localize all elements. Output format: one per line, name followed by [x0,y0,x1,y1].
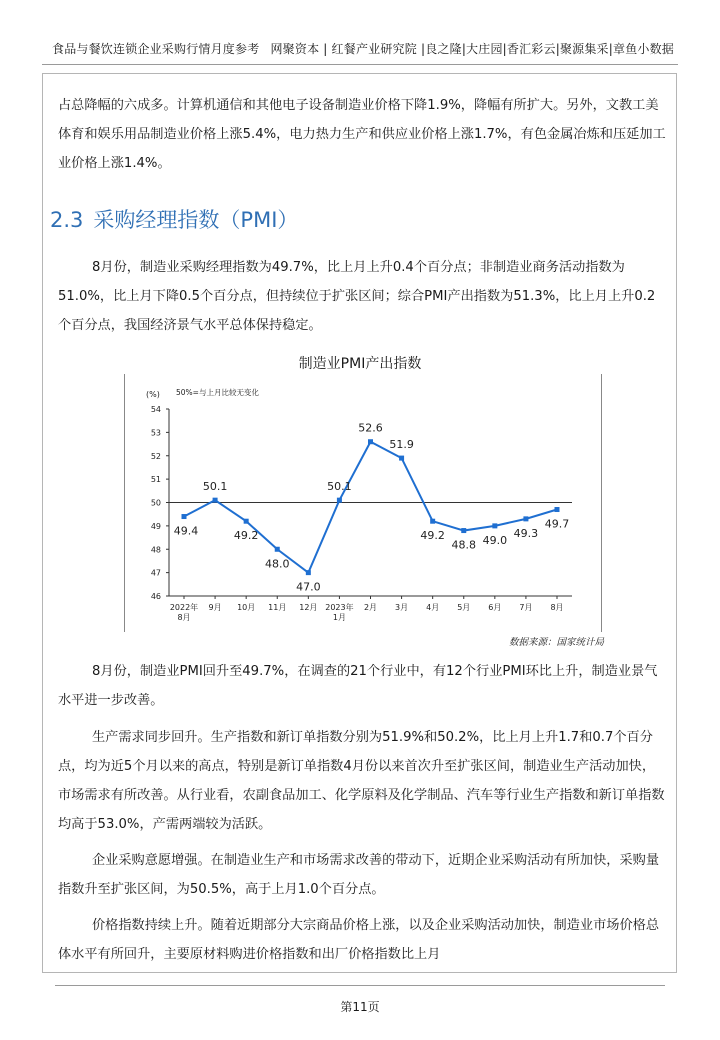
y-tick-label: 49 [150,521,161,531]
chart-unit-label: (%) [146,390,160,399]
data-label: 51.9 [389,438,414,452]
y-tick-label: 51 [150,475,161,485]
data-point [523,516,528,521]
y-tick-label: 52 [150,451,161,461]
data-point [337,498,342,503]
x-tick-label: 8月 [550,603,564,612]
data-label: 50.1 [327,480,352,494]
y-tick-label: 47 [150,568,161,578]
x-tick-label: 6月 [488,603,502,612]
data-point [399,456,404,461]
data-label: 49.2 [233,529,259,543]
chart-note: 50%=与上月比较无变化 [176,388,259,397]
x-tick-label: 1月 [332,613,346,622]
x-tick-label: 4月 [426,603,440,612]
pmi-series-line [184,442,557,573]
header-report-title: 食品与餐饮连锁企业采购行情月度参考 [52,42,260,56]
data-label: 49.0 [482,533,508,547]
data-point [461,528,466,533]
x-tick-label: 5月 [457,603,471,612]
chart-source-label: 数据来源：国家统计局 [508,637,604,648]
data-label: 48.0 [265,557,290,571]
data-label: 50.1 [202,480,228,494]
data-point [244,519,249,524]
data-label: 49.4 [173,524,199,538]
x-tick-label: 8月 [177,613,191,622]
x-tick-label: 10月 [237,603,256,612]
data-label: 49.2 [420,529,445,543]
production-demand-paragraph: 生产需求同步回升。生产指数和新订单指数分别为51.9%和50.2%，比上月上升1.7和0.7个百分点，均为近5个月以来的高点，特别是新订单指数4月份以来首次升至扩张区间，制造业生产活动加快，市场需求有所改善。从行业看，农副食品加工、化学原料及化学制品、汽车等行业生产指数和新订单指数均高于53.0%，产需两端较为活跃。 [58,730,665,832]
data-point [182,514,187,519]
data-label: 52.6 [358,421,383,435]
section-heading [50,204,298,234]
footer-divider [55,985,665,986]
data-point [492,523,497,528]
data-point [275,547,280,552]
header-partners: 网聚资本 | 红餐产业研究院 |良之隆|大庄园|香汇彩云|聚源集采|章鱼小数据 [270,42,674,56]
data-point [213,498,218,503]
y-tick-label: 48 [150,545,161,555]
x-tick-label: 11月 [268,603,287,612]
data-point [368,439,373,444]
data-label: 48.8 [451,538,476,552]
y-tick-label: 50 [150,498,161,508]
x-tick-label: 7月 [519,603,533,612]
x-tick-label: 12月 [299,603,318,612]
section-number: 2.3 [50,208,84,232]
data-point [306,570,311,575]
header-divider [42,64,678,65]
x-tick-label: 2月 [363,603,378,612]
y-tick-label: 53 [150,428,161,438]
pmi-summary-paragraph: 8月份，制造业采购经理指数为49.7%，比上月上升0.4个百分点；非制造业商务活动指数为51.0%，比上月下降0.5个百分点，但持续位于扩张区间；综合PMI产出指数为51.3%，比上月上升0.2个百分点，我国经济景气水平总体保持稳定。 [58,260,656,333]
page-number: 第11页 [340,1000,380,1014]
y-tick-label: 54 [150,405,161,414]
data-label: 47.0 [296,580,321,594]
chart-title: 制造业PMI产出指数 [298,356,422,372]
data-point [555,507,560,512]
data-point [430,519,435,524]
pmi-chart [124,374,602,632]
y-tick-label: 46 [150,592,161,601]
x-tick-label: 2023年 [325,603,354,612]
purchasing-paragraph: 企业采购意愿增强。在制造业生产和市场需求改善的带动下，近期企业采购活动有所加快，采购量指数升至扩张区间，为50.5%，高于上月1.0个百分点。 [58,853,660,897]
section-title: 采购经理指数（PMI） [93,208,299,232]
pmi-industry-paragraph: 8月份，制造业PMI回升至49.7%，在调查的21个行业中，有12个行业PMI环比上升，制造业景气水平进一步改善。 [58,664,658,708]
data-label: 49.3 [513,526,539,540]
x-tick-label: 9月 [208,603,222,612]
data-label: 49.7 [544,517,570,531]
x-tick-label: 3月 [395,603,409,612]
price-index-paragraph: 价格指数持续上升。随着近期部分大宗商品价格上涨，以及企业采购活动加快，制造业市场价格总体水平有所回升，主要原材料购进价格指数和出厂价格指数比上月 [58,918,660,962]
pmi-chart-svg [124,374,602,632]
x-tick-label: 2022年 [169,603,199,612]
intro-paragraph: 占总降幅的六成多。计算机通信和其他电子设备制造业价格下降1.9%，降幅有所扩大。另外，文教工美体育和娱乐用品制造业价格上涨5.4%，电力热力生产和供应业价格上涨1.7%，有色金属冶炼和压延加工业价格上涨1.4%。 [58,98,666,171]
